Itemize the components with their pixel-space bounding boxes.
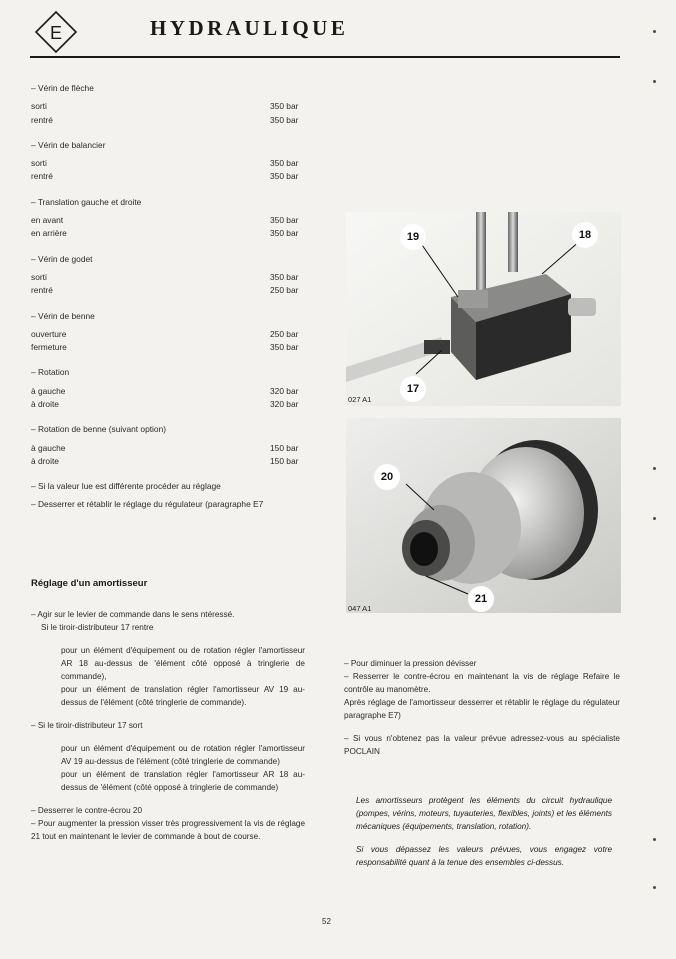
spec-row xyxy=(31,100,306,113)
spec-row xyxy=(31,284,306,297)
spec-value: 320 bar xyxy=(270,385,299,396)
spec-value: 350 bar xyxy=(270,228,299,239)
spec-value: 320 bar xyxy=(270,399,299,410)
figure-code: 027 A1 xyxy=(348,395,372,404)
instruction-paragraph: Après réglage de l'amortisseur desserrer et rétablir le réglage du régulateur paragraphe E7) xyxy=(344,698,620,720)
spec-value: 350 bar xyxy=(270,114,299,125)
warning-paragraph: Les amortisseurs protègent les éléments du circuit hydraulique (pompes, vérins, moteurs, tuyauteries, flexibles, joints) et les éléments mécaniques (équipements, translation, rotation). xyxy=(356,796,612,831)
spec-label: sorti xyxy=(31,271,47,282)
spec-label: à gauche xyxy=(31,442,66,453)
spec-heading: – Rotation xyxy=(31,367,70,378)
section-e-diamond-icon xyxy=(34,10,78,54)
spec-label: à droite xyxy=(31,399,59,410)
margin-mark xyxy=(653,517,656,520)
spec-value: 350 bar xyxy=(270,342,299,353)
spec-value: 250 bar xyxy=(270,328,299,339)
spec-row xyxy=(31,442,306,455)
spec-heading: – Vérin de benne xyxy=(31,310,95,321)
spec-value: 350 bar xyxy=(270,101,299,112)
spec-label: rentré xyxy=(31,285,53,296)
instruction-paragraph: pour un élément de translation régler l'amortisseur AR 18 au-dessus de 'élément (côté opposé à tringlerie de commande) xyxy=(61,770,305,792)
instruction-paragraph: pour un élément d'équipement ou de rotation régler l'amortisseur AR 18 au-dessus de 'élément côté opposé à tringlerie de commande), xyxy=(61,646,305,681)
margin-mark xyxy=(653,886,656,889)
spec-label: sorti xyxy=(31,101,47,112)
spec-heading: – Rotation de benne (suivant option) xyxy=(31,424,167,435)
spec-group xyxy=(31,196,306,241)
spec-row xyxy=(31,214,306,227)
callout-19: 19 xyxy=(400,224,426,250)
spec-row xyxy=(31,170,306,183)
spec-group xyxy=(31,253,306,298)
spec-group xyxy=(31,82,306,127)
adjustment-instructions xyxy=(31,608,305,843)
spec-value: 150 bar xyxy=(270,455,299,466)
instruction-paragraph: pour un élément d'équipement ou de rotation régler l'amortisseur AV 19 au-dessus de l'élément (côté tringlerie de commande) xyxy=(61,744,305,766)
instruction-paragraph: pour un élément de translation régler l'amortisseur AV 19 au-dessus de l'élément (côté tringlerie de commande). xyxy=(61,685,305,707)
spec-heading: – Vérin de flèche xyxy=(31,83,94,93)
instruction-paragraph: – Pour diminuer la pression dévisser xyxy=(344,659,477,668)
spec-heading: – Vérin de balancier xyxy=(31,139,106,150)
instruction-paragraph: Si le tiroir-distributeur 17 rentre xyxy=(41,623,154,632)
spec-row xyxy=(31,328,306,341)
callout-20: 20 xyxy=(374,464,400,490)
note-text: – Si la valeur lue est différente procéder au réglage xyxy=(31,481,221,492)
spec-value: 350 bar xyxy=(270,171,299,182)
spec-label: rentré xyxy=(31,171,53,182)
margin-mark xyxy=(653,838,656,841)
spec-row xyxy=(31,271,306,284)
warning-paragraph: Si vous dépassez les valeurs prévues, vous engagez votre responsabilité quant à la tenue des ensembles ci-dessus. xyxy=(356,845,612,867)
spec-value: 350 bar xyxy=(270,271,299,282)
warning-note xyxy=(356,794,612,879)
spec-row xyxy=(31,341,306,354)
margin-mark xyxy=(653,80,656,83)
spec-value: 150 bar xyxy=(270,442,299,453)
instruction-paragraph: – Si vous n'obtenez pas la valeur prévue adressez-vous au spécialiste POCLAIN xyxy=(344,734,620,756)
spec-value: 350 bar xyxy=(270,215,299,226)
spec-row xyxy=(31,114,306,127)
spec-group xyxy=(31,423,306,468)
spec-label: en avant xyxy=(31,215,64,226)
spec-label: à droite xyxy=(31,455,59,466)
section-badge: E xyxy=(49,23,63,43)
instruction-paragraph: – Agir sur le levier de commande dans le sens ntéressé. xyxy=(31,610,235,619)
callout-18: 18 xyxy=(572,222,598,248)
instruction-paragraph: – Resserrer le contre-écrou en maintenant la vis de réglage Refaire le contrôle au manomètre. xyxy=(344,672,620,694)
page-title: HYDRAULIQUE xyxy=(150,16,349,40)
spec-value: 350 bar xyxy=(270,158,299,169)
page-number: 52 xyxy=(322,917,331,926)
spec-group xyxy=(31,139,306,184)
spec-group xyxy=(31,310,306,355)
spec-label: sorti xyxy=(31,158,47,169)
figure-code: 047 A1 xyxy=(348,604,372,613)
spec-heading: – Translation gauche et droite xyxy=(31,196,142,207)
instruction-paragraph: – Desserrer le contre-écrou 20 xyxy=(31,806,143,815)
header-rule xyxy=(30,56,620,58)
callout-17: 17 xyxy=(400,376,426,402)
section-heading: Réglage d'un amortisseur xyxy=(31,578,148,589)
pressure-spec-list xyxy=(31,82,306,511)
spec-row xyxy=(31,227,306,240)
spec-row xyxy=(31,455,306,468)
spec-row xyxy=(31,398,306,411)
margin-mark xyxy=(653,30,656,33)
valve-block-photo xyxy=(346,212,621,406)
spec-label: à gauche xyxy=(31,385,66,396)
spec-label: fermeture xyxy=(31,342,67,353)
right-instructions xyxy=(344,657,620,758)
damper-photo xyxy=(346,418,621,613)
spec-value: 250 bar xyxy=(270,285,299,296)
instruction-paragraph: – Pour augmenter la pression visser très progressivement la vis de réglage 21 tout en maintenant le levier de commande à bout de course. xyxy=(31,819,305,841)
spec-label: ouverture xyxy=(31,328,67,339)
spec-heading: – Vérin de godet xyxy=(31,253,93,264)
margin-mark xyxy=(653,467,656,470)
callout-21: 21 xyxy=(468,586,494,612)
spec-row xyxy=(31,157,306,170)
note-text: – Desserrer et rétablir le réglage du régulateur (paragraphe E7 xyxy=(31,498,264,509)
spec-label: en arrière xyxy=(31,228,67,239)
spec-group xyxy=(31,366,306,411)
spec-row xyxy=(31,385,306,398)
instruction-paragraph: – Si le tiroir-distributeur 17 sort xyxy=(31,721,143,730)
spec-label: rentré xyxy=(31,114,53,125)
